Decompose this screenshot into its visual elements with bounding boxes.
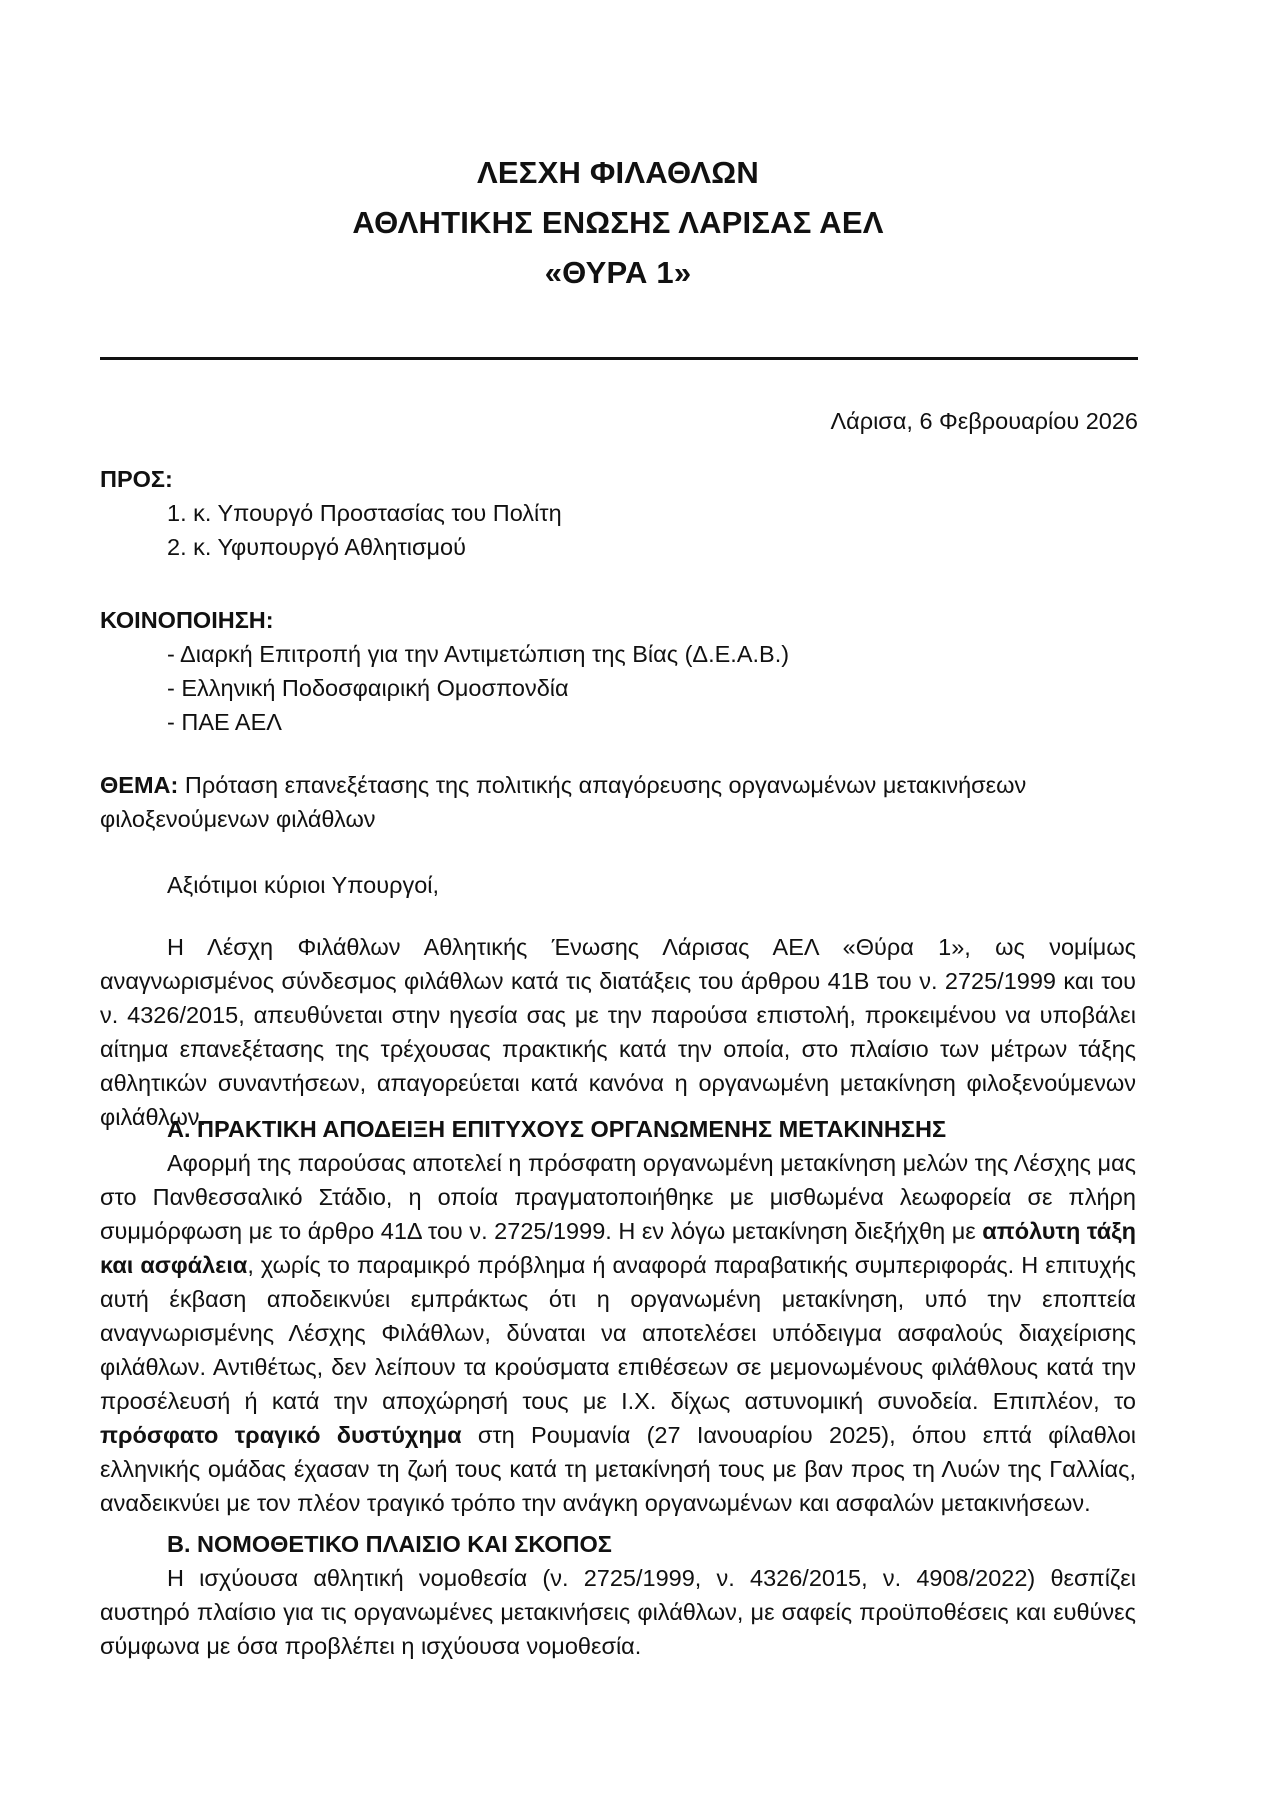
cc-item: - Ελληνική Ποδοσφαιρική Ομοσπονδία: [167, 675, 569, 701]
section-a-title: Α. ΠΡΑΚΤΙΚΗ ΑΠΟΔΕΙΞΗ ΕΠΙΤΥΧΟΥΣ ΟΡΓΑΝΩΜΕΝΗΣ ΜΕΤΑΚΙΝΗΣΗΣ: [167, 1116, 947, 1142]
section-a: [100, 1112, 1136, 1520]
letterhead: [100, 148, 1136, 298]
section-a-text-2: , χωρίς το παραμικρό πρόβλημα ή αναφορά παραβατικής συμπεριφοράς. Η επιτυχής αυτή έκβαση αποδεικνύει εμπράκτως ότι η οργανωμένη μετακίνηση, υπό την εποπτεία αναγνωρισμένης Λέσχης Φιλάθλων, δύναται να αποτελέσει υπόδειγμα ασφαλούς διαχείρισης φιλάθλων. Αντιθέτως, δεν λείπουν τα κρούσματα επιθέσεων σε μεμονωμένους φιλάθλους κατά την προσέλευσή ή κατά την αποχώρησή τους με Ι.Χ. δίχως αστυνομική συνοδεία. Επιπλέον, το: [100, 1252, 1136, 1414]
subject-section: [100, 768, 1130, 836]
subject-text: Πρόταση επανεξέτασης της πολιτικής απαγόρευσης οργανωμένων μετακινήσεων φιλοξενούμενων φιλάθλων: [100, 772, 1027, 832]
intro-paragraph: [100, 930, 1136, 1134]
recipient-item: 1. κ. Υπουργό Προστασίας του Πολίτη: [167, 500, 562, 526]
letterhead-line-3: «ΘΥΡΑ 1»: [544, 255, 692, 290]
salutation: Αξιότιμοι κύριοι Υπουργοί,: [167, 872, 440, 898]
section-a-text-3: στη Ρουμανία (27 Ιανουαρίου 2025), όπου επτά φίλαθλοι ελληνικής ομάδας έχασαν τη ζωή τους κατά τη μετακίνησή τους με βαν προς τη Λυών της Γαλλίας, αναδεικνύει με τον πλέον τραγικό τρόπο την ανάγκη οργανωμένων και ασφαλών μετακινήσεων.: [100, 1422, 1137, 1516]
cc-item: - ΠΑΕ ΑΕΛ: [167, 709, 282, 735]
subject-label: ΘΕΜΑ:: [100, 772, 179, 798]
cc-section: [100, 603, 1136, 739]
intro-text: Η Λέσχη Φιλάθλων Αθλητικής Ένωσης Λάρισας ΑΕΛ «Θύρα 1», ως νομίμως αναγνωρισμένος σύνδεσμος φιλάθλων κατά τις διατάξεις του άρθρου 41Β του ν. 2725/1999 και του ν. 4326/2015, απευθύνεται στην ηγεσία σας με την παρούσα επιστολή, προκειμένου να υποβάλει αίτημα επανεξέτασης της τρέχουσας πρακτικής κατά την οποία, στο πλαίσιο των μέτρων τάξης αθλητικών συναντήσεων, απαγορεύεται κατά κανόνα η οργανωμένη μετακίνηση φιλοξενούμενων φιλάθλων.: [100, 934, 1136, 1130]
section-b-text: Η ισχύουσα αθλητική νομοθεσία (ν. 2725/1999, ν. 4326/2015, ν. 4908/2022) θεσπίζει αυστηρό πλαίσιο για τις οργανωμένες μετακινήσεις φιλάθλων, με σαφείς προϋποθέσεις και ευθύνες σύμφωνα με όσα προβλέπει η ισχύουσα νομοθεσία.: [100, 1565, 1136, 1659]
letter-date: Λάρισα, 6 Φεβρουαρίου 2026: [830, 408, 1138, 434]
recipient-item: 2. κ. Υφυπουργό Αθλητισμού: [167, 534, 466, 560]
section-a-emphasis-1: απόλυτη τάξη και ασφάλεια: [100, 1218, 1136, 1278]
letterhead-line-2: ΑΘΛΗΤΙΚΗΣ ΕΝΩΣΗΣ ΛΑΡΙΣΑΣ ΑΕΛ: [352, 205, 884, 240]
header-divider: [100, 357, 1138, 360]
cc-item: - Διαρκή Επιτροπή για την Αντιμετώπιση της Βίας (Δ.Ε.Α.Β.): [167, 641, 790, 667]
cc-label: ΚΟΙΝΟΠΟΙΗΣΗ:: [100, 607, 274, 633]
section-a-text-1: Αφορμή της παρούσας αποτελεί η πρόσφατη οργανωμένη μετακίνηση μελών της Λέσχης μας στο Πανθεσσαλικό Στάδιο, η οποία πραγματοποιήθηκε με μισθωμένα λεωφορεία σε πλήρη συμμόρφωση με το άρθρο 41Δ του ν. 2725/1999. Η εν λόγω μετακίνηση διεξήχθη με: [100, 1150, 1136, 1244]
section-b-title: Β. ΝΟΜΟΘΕΤΙΚΟ ΠΛΑΙΣΙΟ ΚΑΙ ΣΚΟΠΟΣ: [167, 1531, 612, 1557]
section-b: [100, 1527, 1136, 1663]
letterhead-line-1: ΛΕΣΧΗ ΦΙΛΑΘΛΩΝ: [477, 155, 759, 190]
recipients-section: [100, 462, 1136, 564]
section-a-paragraph: [100, 1146, 1136, 1520]
section-b-paragraph: [100, 1561, 1136, 1663]
recipients-label: ΠΡΟΣ:: [100, 466, 173, 492]
section-a-emphasis-2: πρόσφατο τραγικό δυστύχημα: [100, 1422, 462, 1448]
